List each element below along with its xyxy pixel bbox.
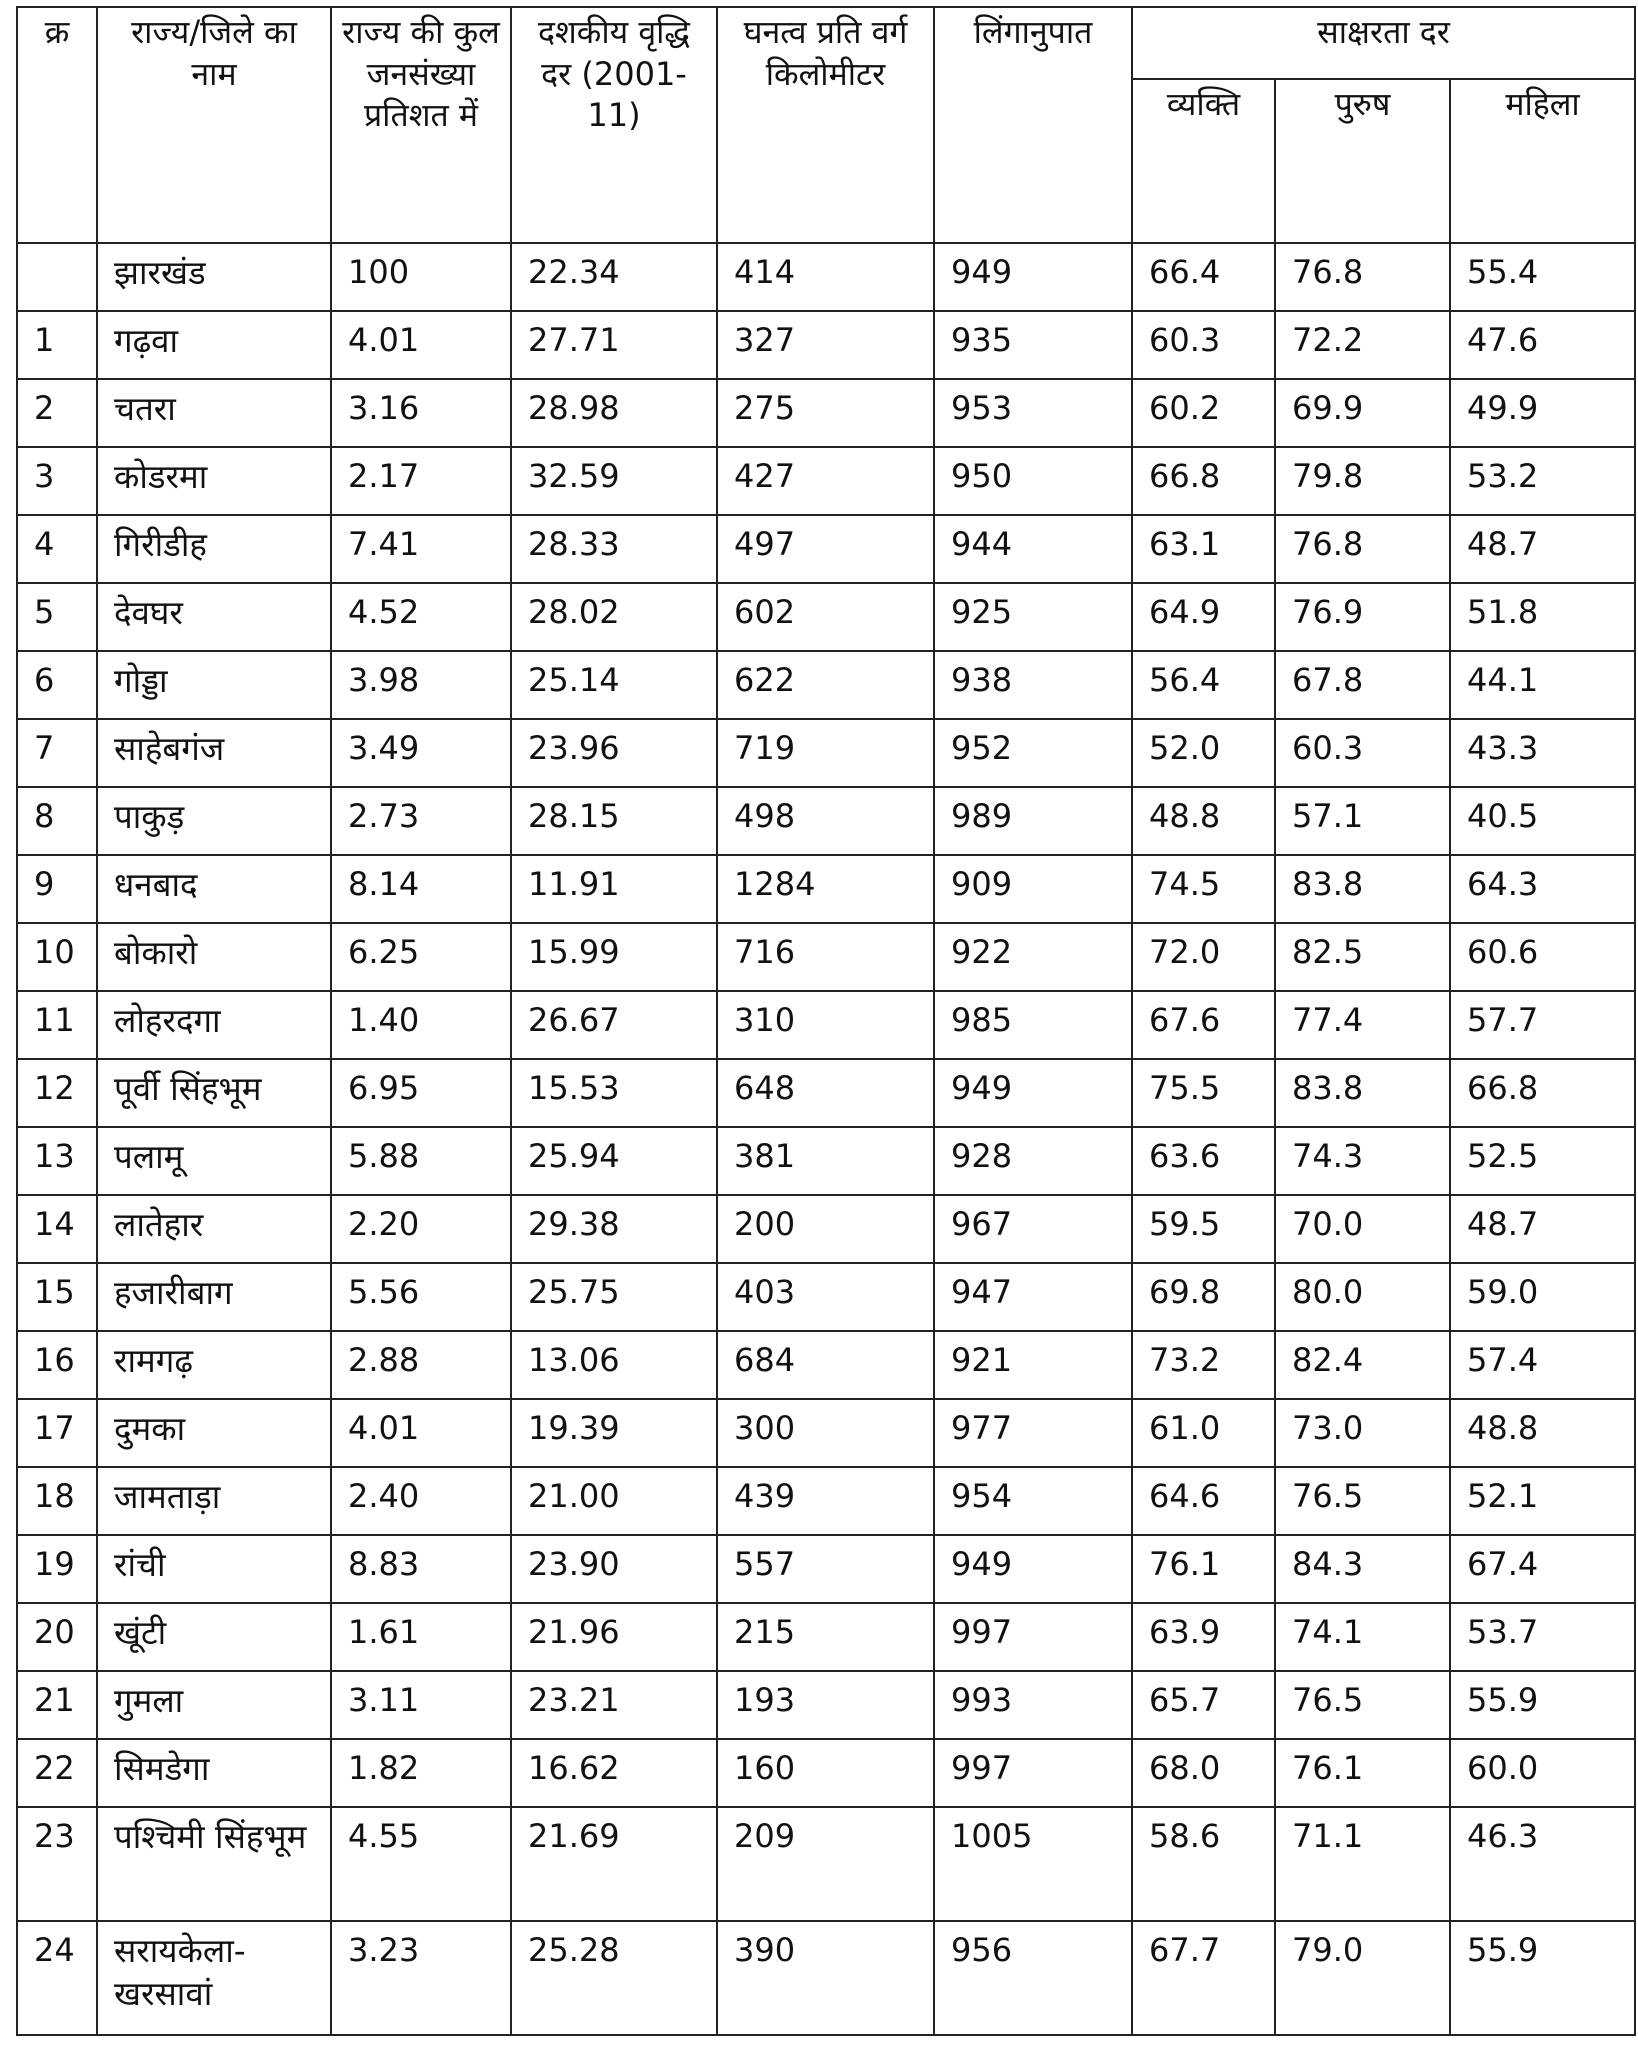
cell-population-percent: 3.98 — [331, 651, 511, 719]
cell-literacy-female: 48.7 — [1450, 1195, 1635, 1263]
cell-density: 557 — [717, 1535, 934, 1603]
cell-population-percent: 1.61 — [331, 1603, 511, 1671]
cell-literacy-male: 67.8 — [1275, 651, 1450, 719]
cell-density: 648 — [717, 1059, 934, 1127]
cell-literacy-person: 74.5 — [1132, 855, 1275, 923]
cell-density: 497 — [717, 515, 934, 583]
cell-name: गढ़वा — [97, 311, 331, 379]
table-body — [17, 243, 1635, 2035]
table-row — [17, 855, 1635, 923]
cell-literacy-male: 60.3 — [1275, 719, 1450, 787]
cell-decadal-growth: 25.28 — [511, 1921, 717, 2035]
header-name: राज्य/जिले का नाम — [97, 7, 331, 243]
header-serial: क्र — [17, 7, 97, 243]
cell-sex-ratio: 952 — [934, 719, 1132, 787]
cell-decadal-growth: 15.99 — [511, 923, 717, 991]
cell-serial: 6 — [17, 651, 97, 719]
cell-decadal-growth: 27.71 — [511, 311, 717, 379]
cell-density: 310 — [717, 991, 934, 1059]
cell-literacy-person: 73.2 — [1132, 1331, 1275, 1399]
cell-decadal-growth: 26.67 — [511, 991, 717, 1059]
cell-literacy-female: 46.3 — [1450, 1807, 1635, 1921]
cell-literacy-female: 40.5 — [1450, 787, 1635, 855]
cell-density: 716 — [717, 923, 934, 991]
cell-sex-ratio: 928 — [934, 1127, 1132, 1195]
cell-density: 719 — [717, 719, 934, 787]
table-row — [17, 515, 1635, 583]
cell-literacy-male: 79.8 — [1275, 447, 1450, 515]
cell-density: 200 — [717, 1195, 934, 1263]
cell-density: 439 — [717, 1467, 934, 1535]
cell-serial: 5 — [17, 583, 97, 651]
cell-serial: 11 — [17, 991, 97, 1059]
cell-decadal-growth: 28.33 — [511, 515, 717, 583]
cell-decadal-growth: 21.69 — [511, 1807, 717, 1921]
cell-sex-ratio: 947 — [934, 1263, 1132, 1331]
cell-literacy-male: 71.1 — [1275, 1807, 1450, 1921]
cell-literacy-female: 51.8 — [1450, 583, 1635, 651]
cell-population-percent: 7.41 — [331, 515, 511, 583]
cell-density: 327 — [717, 311, 934, 379]
header-literacy: साक्षरता दर — [1132, 7, 1635, 79]
cell-sex-ratio: 989 — [934, 787, 1132, 855]
cell-decadal-growth: 16.62 — [511, 1739, 717, 1807]
cell-decadal-growth: 25.14 — [511, 651, 717, 719]
cell-name: सरायकेला-खरसावां — [97, 1921, 331, 2035]
cell-literacy-female: 55.9 — [1450, 1671, 1635, 1739]
cell-literacy-person: 58.6 — [1132, 1807, 1275, 1921]
cell-literacy-person: 63.1 — [1132, 515, 1275, 583]
cell-literacy-person: 61.0 — [1132, 1399, 1275, 1467]
cell-decadal-growth: 15.53 — [511, 1059, 717, 1127]
cell-population-percent: 1.40 — [331, 991, 511, 1059]
cell-serial: 9 — [17, 855, 97, 923]
cell-decadal-growth: 19.39 — [511, 1399, 717, 1467]
table-row — [17, 1807, 1635, 1921]
table-row — [17, 991, 1635, 1059]
table-row — [17, 1921, 1635, 2035]
header-sex-ratio: लिंगानुपात — [934, 7, 1132, 243]
cell-serial: 19 — [17, 1535, 97, 1603]
cell-literacy-male: 80.0 — [1275, 1263, 1450, 1331]
cell-literacy-female: 55.9 — [1450, 1921, 1635, 2035]
cell-name: पाकुड़ — [97, 787, 331, 855]
cell-name: लोहरदगा — [97, 991, 331, 1059]
cell-literacy-male: 83.8 — [1275, 855, 1450, 923]
cell-serial: 15 — [17, 1263, 97, 1331]
cell-population-percent: 1.82 — [331, 1739, 511, 1807]
cell-name: दुमका — [97, 1399, 331, 1467]
cell-name: कोडरमा — [97, 447, 331, 515]
cell-literacy-person: 72.0 — [1132, 923, 1275, 991]
cell-serial: 22 — [17, 1739, 97, 1807]
cell-population-percent: 4.01 — [331, 1399, 511, 1467]
cell-name: खूंटी — [97, 1603, 331, 1671]
cell-literacy-female: 52.5 — [1450, 1127, 1635, 1195]
table-row — [17, 787, 1635, 855]
cell-serial: 24 — [17, 1921, 97, 2035]
cell-density: 381 — [717, 1127, 934, 1195]
cell-literacy-female: 52.1 — [1450, 1467, 1635, 1535]
cell-density: 209 — [717, 1807, 934, 1921]
cell-population-percent: 5.56 — [331, 1263, 511, 1331]
cell-name: धनबाद — [97, 855, 331, 923]
cell-population-percent: 4.01 — [331, 311, 511, 379]
header-literacy-person: व्यक्ति — [1132, 79, 1275, 243]
cell-literacy-male: 82.5 — [1275, 923, 1450, 991]
cell-literacy-male: 74.3 — [1275, 1127, 1450, 1195]
cell-decadal-growth: 21.00 — [511, 1467, 717, 1535]
cell-sex-ratio: 935 — [934, 311, 1132, 379]
cell-serial: 17 — [17, 1399, 97, 1467]
cell-literacy-person: 68.0 — [1132, 1739, 1275, 1807]
cell-sex-ratio: 944 — [934, 515, 1132, 583]
cell-literacy-female: 53.2 — [1450, 447, 1635, 515]
cell-sex-ratio: 949 — [934, 243, 1132, 311]
cell-population-percent: 2.73 — [331, 787, 511, 855]
cell-literacy-person: 65.7 — [1132, 1671, 1275, 1739]
cell-literacy-male: 83.8 — [1275, 1059, 1450, 1127]
cell-sex-ratio: 977 — [934, 1399, 1132, 1467]
cell-name: लातेहार — [97, 1195, 331, 1263]
cell-serial — [17, 243, 97, 311]
cell-sex-ratio: 956 — [934, 1921, 1132, 2035]
cell-literacy-female: 59.0 — [1450, 1263, 1635, 1331]
cell-literacy-female: 44.1 — [1450, 651, 1635, 719]
cell-literacy-person: 56.4 — [1132, 651, 1275, 719]
cell-sex-ratio: 949 — [934, 1059, 1132, 1127]
cell-literacy-female: 49.9 — [1450, 379, 1635, 447]
cell-serial: 2 — [17, 379, 97, 447]
table-row — [17, 1603, 1635, 1671]
cell-literacy-female: 60.0 — [1450, 1739, 1635, 1807]
cell-literacy-person: 63.6 — [1132, 1127, 1275, 1195]
table-row — [17, 719, 1635, 787]
table-row — [17, 923, 1635, 991]
cell-serial: 10 — [17, 923, 97, 991]
cell-density: 390 — [717, 1921, 934, 2035]
cell-serial: 23 — [17, 1807, 97, 1921]
table-row — [17, 1195, 1635, 1263]
cell-literacy-person: 69.8 — [1132, 1263, 1275, 1331]
cell-literacy-male: 69.9 — [1275, 379, 1450, 447]
cell-literacy-person: 64.9 — [1132, 583, 1275, 651]
cell-sex-ratio: 997 — [934, 1739, 1132, 1807]
cell-literacy-female: 67.4 — [1450, 1535, 1635, 1603]
cell-population-percent: 8.14 — [331, 855, 511, 923]
table-row — [17, 311, 1635, 379]
cell-name: रामगढ़ — [97, 1331, 331, 1399]
cell-literacy-person: 66.8 — [1132, 447, 1275, 515]
cell-name: देवघर — [97, 583, 331, 651]
cell-serial: 12 — [17, 1059, 97, 1127]
cell-sex-ratio: 954 — [934, 1467, 1132, 1535]
cell-population-percent: 6.95 — [331, 1059, 511, 1127]
table-row — [17, 1535, 1635, 1603]
cell-decadal-growth: 25.94 — [511, 1127, 717, 1195]
cell-literacy-female: 60.6 — [1450, 923, 1635, 991]
cell-sex-ratio: 909 — [934, 855, 1132, 923]
cell-literacy-male: 76.9 — [1275, 583, 1450, 651]
cell-serial: 16 — [17, 1331, 97, 1399]
cell-literacy-male: 82.4 — [1275, 1331, 1450, 1399]
header-density: घनत्व प्रति वर्ग किलोमीटर — [717, 7, 934, 243]
cell-decadal-growth: 23.90 — [511, 1535, 717, 1603]
cell-decadal-growth: 22.34 — [511, 243, 717, 311]
cell-name: बोकारो — [97, 923, 331, 991]
cell-literacy-person: 60.3 — [1132, 311, 1275, 379]
cell-density: 498 — [717, 787, 934, 855]
cell-name: रांची — [97, 1535, 331, 1603]
cell-decadal-growth: 21.96 — [511, 1603, 717, 1671]
cell-sex-ratio: 925 — [934, 583, 1132, 651]
cell-density: 275 — [717, 379, 934, 447]
header-population-percent: राज्य की कुल जनसंख्या प्रतिशत में — [331, 7, 511, 243]
cell-population-percent: 8.83 — [331, 1535, 511, 1603]
cell-literacy-male: 72.2 — [1275, 311, 1450, 379]
cell-density: 193 — [717, 1671, 934, 1739]
cell-serial: 4 — [17, 515, 97, 583]
header-decadal-growth: दशकीय वृद्धि दर (2001-11) — [511, 7, 717, 243]
table-row — [17, 1399, 1635, 1467]
table-row — [17, 583, 1635, 651]
table-row — [17, 1671, 1635, 1739]
cell-sex-ratio: 950 — [934, 447, 1132, 515]
document-page — [16, 6, 1634, 2016]
cell-density: 602 — [717, 583, 934, 651]
cell-density: 414 — [717, 243, 934, 311]
cell-decadal-growth: 13.06 — [511, 1331, 717, 1399]
cell-density: 160 — [717, 1739, 934, 1807]
cell-density: 403 — [717, 1263, 934, 1331]
cell-sex-ratio: 985 — [934, 991, 1132, 1059]
cell-literacy-male: 70.0 — [1275, 1195, 1450, 1263]
cell-sex-ratio: 949 — [934, 1535, 1132, 1603]
cell-population-percent: 3.49 — [331, 719, 511, 787]
cell-name: पूर्वी सिंहभूम — [97, 1059, 331, 1127]
cell-literacy-person: 76.1 — [1132, 1535, 1275, 1603]
cell-sex-ratio: 967 — [934, 1195, 1132, 1263]
cell-population-percent: 3.23 — [331, 1921, 511, 2035]
cell-decadal-growth: 11.91 — [511, 855, 717, 923]
table-row — [17, 1263, 1635, 1331]
cell-literacy-male: 77.4 — [1275, 991, 1450, 1059]
cell-serial: 21 — [17, 1671, 97, 1739]
cell-serial: 7 — [17, 719, 97, 787]
table-row — [17, 1059, 1635, 1127]
cell-population-percent: 2.17 — [331, 447, 511, 515]
cell-name: साहेबगंज — [97, 719, 331, 787]
cell-population-percent: 3.16 — [331, 379, 511, 447]
cell-name: झारखंड — [97, 243, 331, 311]
cell-density: 622 — [717, 651, 934, 719]
cell-decadal-growth: 32.59 — [511, 447, 717, 515]
cell-serial: 1 — [17, 311, 97, 379]
cell-density: 684 — [717, 1331, 934, 1399]
cell-literacy-female: 53.7 — [1450, 1603, 1635, 1671]
cell-decadal-growth: 25.75 — [511, 1263, 717, 1331]
cell-serial: 18 — [17, 1467, 97, 1535]
table-row — [17, 1331, 1635, 1399]
cell-literacy-person: 52.0 — [1132, 719, 1275, 787]
cell-name: पश्चिमी सिंहभूम — [97, 1807, 331, 1921]
cell-literacy-person: 48.8 — [1132, 787, 1275, 855]
cell-serial: 3 — [17, 447, 97, 515]
cell-literacy-person: 75.5 — [1132, 1059, 1275, 1127]
cell-name: जामताड़ा — [97, 1467, 331, 1535]
cell-decadal-growth: 29.38 — [511, 1195, 717, 1263]
cell-population-percent: 6.25 — [331, 923, 511, 991]
cell-literacy-male: 74.1 — [1275, 1603, 1450, 1671]
cell-literacy-male: 76.5 — [1275, 1467, 1450, 1535]
cell-literacy-person: 60.2 — [1132, 379, 1275, 447]
table-row — [17, 1739, 1635, 1807]
cell-literacy-female: 55.4 — [1450, 243, 1635, 311]
cell-sex-ratio: 938 — [934, 651, 1132, 719]
cell-literacy-male: 76.8 — [1275, 243, 1450, 311]
table-row — [17, 1467, 1635, 1535]
cell-literacy-female: 57.4 — [1450, 1331, 1635, 1399]
cell-sex-ratio: 993 — [934, 1671, 1132, 1739]
cell-name: सिमडेगा — [97, 1739, 331, 1807]
cell-literacy-female: 64.3 — [1450, 855, 1635, 923]
cell-population-percent: 5.88 — [331, 1127, 511, 1195]
cell-serial: 14 — [17, 1195, 97, 1263]
table-row — [17, 1127, 1635, 1195]
cell-decadal-growth: 23.96 — [511, 719, 717, 787]
cell-decadal-growth: 28.98 — [511, 379, 717, 447]
cell-literacy-male: 76.1 — [1275, 1739, 1450, 1807]
cell-population-percent: 3.11 — [331, 1671, 511, 1739]
cell-literacy-person: 67.6 — [1132, 991, 1275, 1059]
cell-name: गिरीडीह — [97, 515, 331, 583]
cell-population-percent: 4.52 — [331, 583, 511, 651]
cell-sex-ratio: 997 — [934, 1603, 1132, 1671]
cell-sex-ratio: 921 — [934, 1331, 1132, 1399]
table-row — [17, 651, 1635, 719]
cell-serial: 8 — [17, 787, 97, 855]
cell-literacy-female: 43.3 — [1450, 719, 1635, 787]
cell-literacy-female: 48.8 — [1450, 1399, 1635, 1467]
cell-population-percent: 2.20 — [331, 1195, 511, 1263]
cell-literacy-person: 67.7 — [1132, 1921, 1275, 2035]
cell-decadal-growth: 23.21 — [511, 1671, 717, 1739]
cell-literacy-male: 57.1 — [1275, 787, 1450, 855]
cell-decadal-growth: 28.15 — [511, 787, 717, 855]
table-row — [17, 447, 1635, 515]
cell-literacy-female: 48.7 — [1450, 515, 1635, 583]
cell-population-percent: 2.88 — [331, 1331, 511, 1399]
cell-density: 215 — [717, 1603, 934, 1671]
cell-population-percent: 100 — [331, 243, 511, 311]
cell-population-percent: 4.55 — [331, 1807, 511, 1921]
cell-literacy-male: 84.3 — [1275, 1535, 1450, 1603]
state-total-row — [17, 243, 1635, 311]
cell-serial: 20 — [17, 1603, 97, 1671]
cell-name: चतरा — [97, 379, 331, 447]
cell-serial: 13 — [17, 1127, 97, 1195]
cell-density: 1284 — [717, 855, 934, 923]
cell-literacy-female: 66.8 — [1450, 1059, 1635, 1127]
cell-literacy-male: 76.5 — [1275, 1671, 1450, 1739]
table-header — [17, 7, 1635, 243]
cell-population-percent: 2.40 — [331, 1467, 511, 1535]
header-literacy-female: महिला — [1450, 79, 1635, 243]
district-census-table — [16, 6, 1636, 2036]
cell-literacy-male: 73.0 — [1275, 1399, 1450, 1467]
cell-literacy-person: 59.5 — [1132, 1195, 1275, 1263]
cell-density: 427 — [717, 447, 934, 515]
table-row — [17, 379, 1635, 447]
cell-name: गुमला — [97, 1671, 331, 1739]
cell-density: 300 — [717, 1399, 934, 1467]
cell-literacy-person: 64.6 — [1132, 1467, 1275, 1535]
cell-name: गोड्डा — [97, 651, 331, 719]
cell-literacy-female: 47.6 — [1450, 311, 1635, 379]
cell-literacy-male: 79.0 — [1275, 1921, 1450, 2035]
cell-name: हजारीबाग — [97, 1263, 331, 1331]
header-literacy-male: पुरुष — [1275, 79, 1450, 243]
cell-sex-ratio: 953 — [934, 379, 1132, 447]
cell-sex-ratio: 922 — [934, 923, 1132, 991]
cell-literacy-female: 57.7 — [1450, 991, 1635, 1059]
cell-decadal-growth: 28.02 — [511, 583, 717, 651]
cell-sex-ratio: 1005 — [934, 1807, 1132, 1921]
cell-literacy-person: 66.4 — [1132, 243, 1275, 311]
cell-literacy-person: 63.9 — [1132, 1603, 1275, 1671]
cell-name: पलामू — [97, 1127, 331, 1195]
cell-literacy-male: 76.8 — [1275, 515, 1450, 583]
